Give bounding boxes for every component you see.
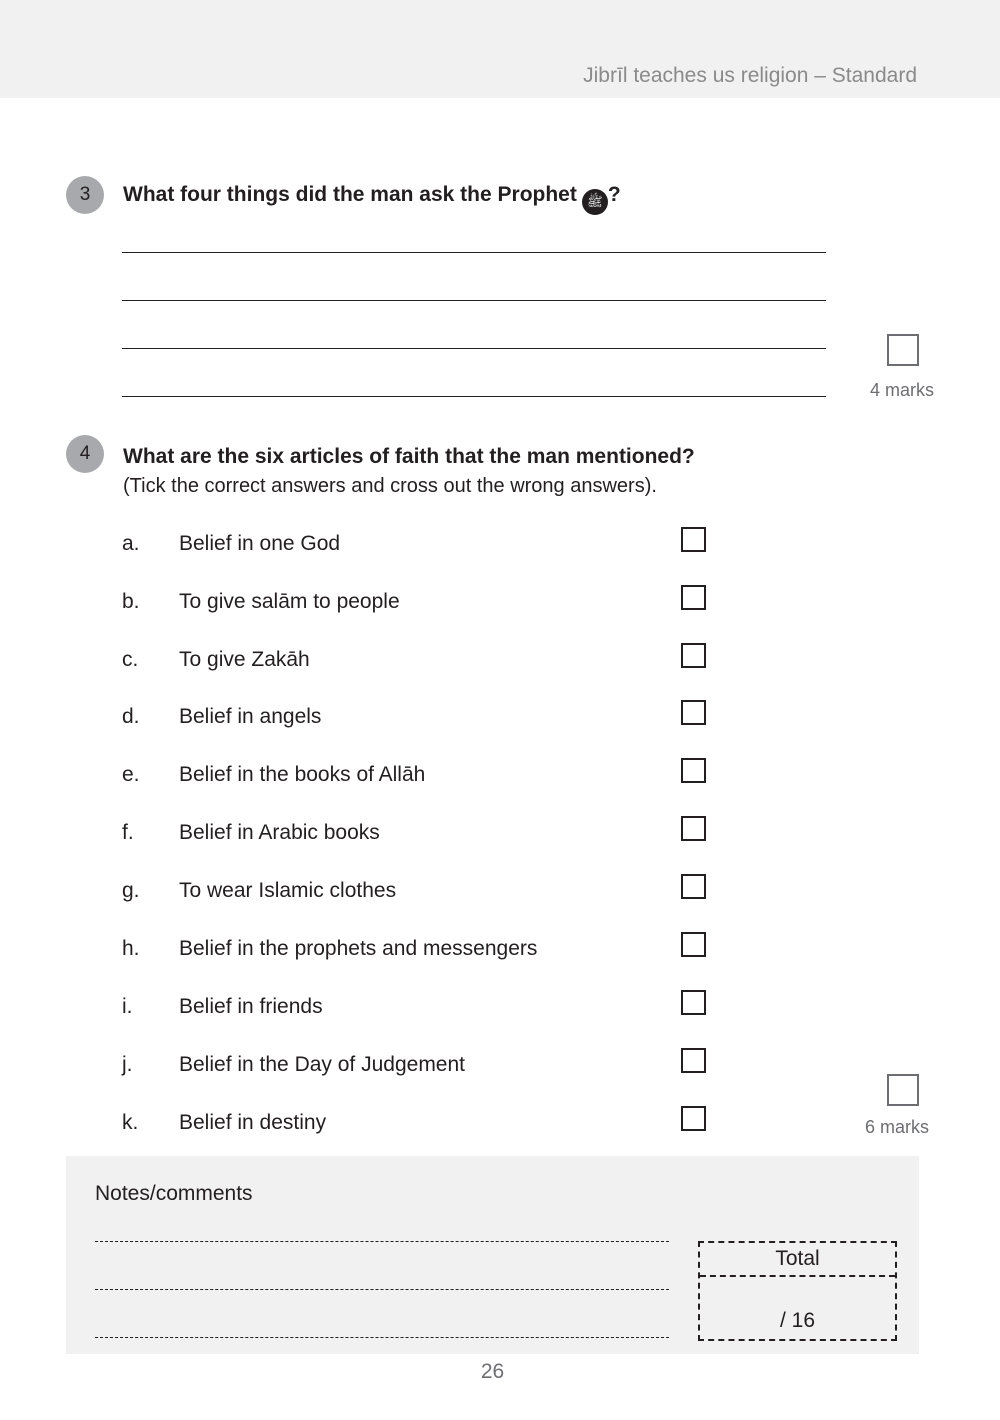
question-3-text: [123, 183, 621, 215]
question-4-marks-label: 6 marks: [865, 1117, 930, 1137]
option-checkbox-a[interactable]: [681, 527, 706, 552]
pbuh-calligraphy-icon: ﷺ: [582, 189, 608, 215]
notes-line-2[interactable]: [95, 1289, 669, 1290]
option-checkbox-e[interactable]: [681, 758, 706, 783]
option-text: Belief in one God: [179, 532, 341, 555]
option-checkbox-k[interactable]: [681, 1106, 706, 1131]
option-letter: f.: [122, 821, 134, 844]
answer-line-4[interactable]: [122, 396, 826, 397]
option-letter: h.: [122, 937, 140, 960]
notes-line-3[interactable]: [95, 1337, 669, 1338]
option-text: Belief in friends: [179, 995, 323, 1018]
question-4-text: What are the six articles of faith that the man mentioned?: [123, 445, 695, 468]
question-4-number: 4: [66, 435, 104, 473]
option-text: Belief in the prophets and messengers: [179, 937, 538, 960]
option-checkbox-b[interactable]: [681, 585, 706, 610]
option-checkbox-i[interactable]: [681, 990, 706, 1015]
option-text: To wear Islamic clothes: [179, 879, 397, 902]
notes-label: Notes/comments: [95, 1182, 253, 1205]
page-header: [0, 0, 1000, 98]
option-letter: k.: [122, 1111, 139, 1134]
question-3-marks-label: 4 marks: [870, 380, 935, 400]
total-score: / 16: [779, 1309, 816, 1332]
total-label: Total: [775, 1247, 820, 1270]
notes-panel: [66, 1156, 919, 1354]
option-letter: a.: [122, 532, 140, 555]
option-text: Belief in Arabic books: [179, 821, 380, 844]
question-3-mark: ?: [607, 183, 621, 206]
answer-line-1[interactable]: [122, 252, 826, 253]
question-3-number: 3: [66, 176, 104, 214]
page-number: 26: [480, 1360, 505, 1383]
question-3-marks-box[interactable]: [887, 334, 919, 366]
book-title: Jibrīl teaches us religion – Standard: [583, 64, 917, 87]
answer-line-3[interactable]: [122, 348, 826, 349]
option-checkbox-c[interactable]: [681, 643, 706, 668]
option-letter: i.: [122, 995, 133, 1018]
total-divider: [700, 1275, 895, 1277]
option-checkbox-g[interactable]: [681, 874, 706, 899]
question-4-instruction: (Tick the correct answers and cross out the wrong answers).: [123, 475, 657, 497]
question-3-label: What four things did the man ask the Prophet: [123, 183, 577, 206]
option-letter: e.: [122, 763, 140, 786]
option-text: Belief in the books of Allāh: [179, 763, 426, 786]
option-checkbox-h[interactable]: [681, 932, 706, 957]
option-text: Belief in angels: [179, 705, 322, 728]
total-score-box: [698, 1241, 897, 1341]
notes-line-1[interactable]: [95, 1241, 669, 1242]
answer-line-2[interactable]: [122, 300, 826, 301]
option-text: To give salām to people: [179, 590, 400, 613]
option-letter: d.: [122, 705, 140, 728]
option-letter: b.: [122, 590, 140, 613]
option-letter: g.: [122, 879, 140, 902]
option-checkbox-d[interactable]: [681, 700, 706, 725]
option-text: To give Zakāh: [179, 648, 310, 671]
option-text: Belief in the Day of Judgement: [179, 1053, 466, 1076]
option-checkbox-j[interactable]: [681, 1048, 706, 1073]
option-letter: c.: [122, 648, 139, 671]
question-4-marks-box[interactable]: [887, 1074, 919, 1106]
option-letter: j.: [122, 1053, 133, 1076]
option-text: Belief in destiny: [179, 1111, 327, 1134]
option-checkbox-f[interactable]: [681, 816, 706, 841]
